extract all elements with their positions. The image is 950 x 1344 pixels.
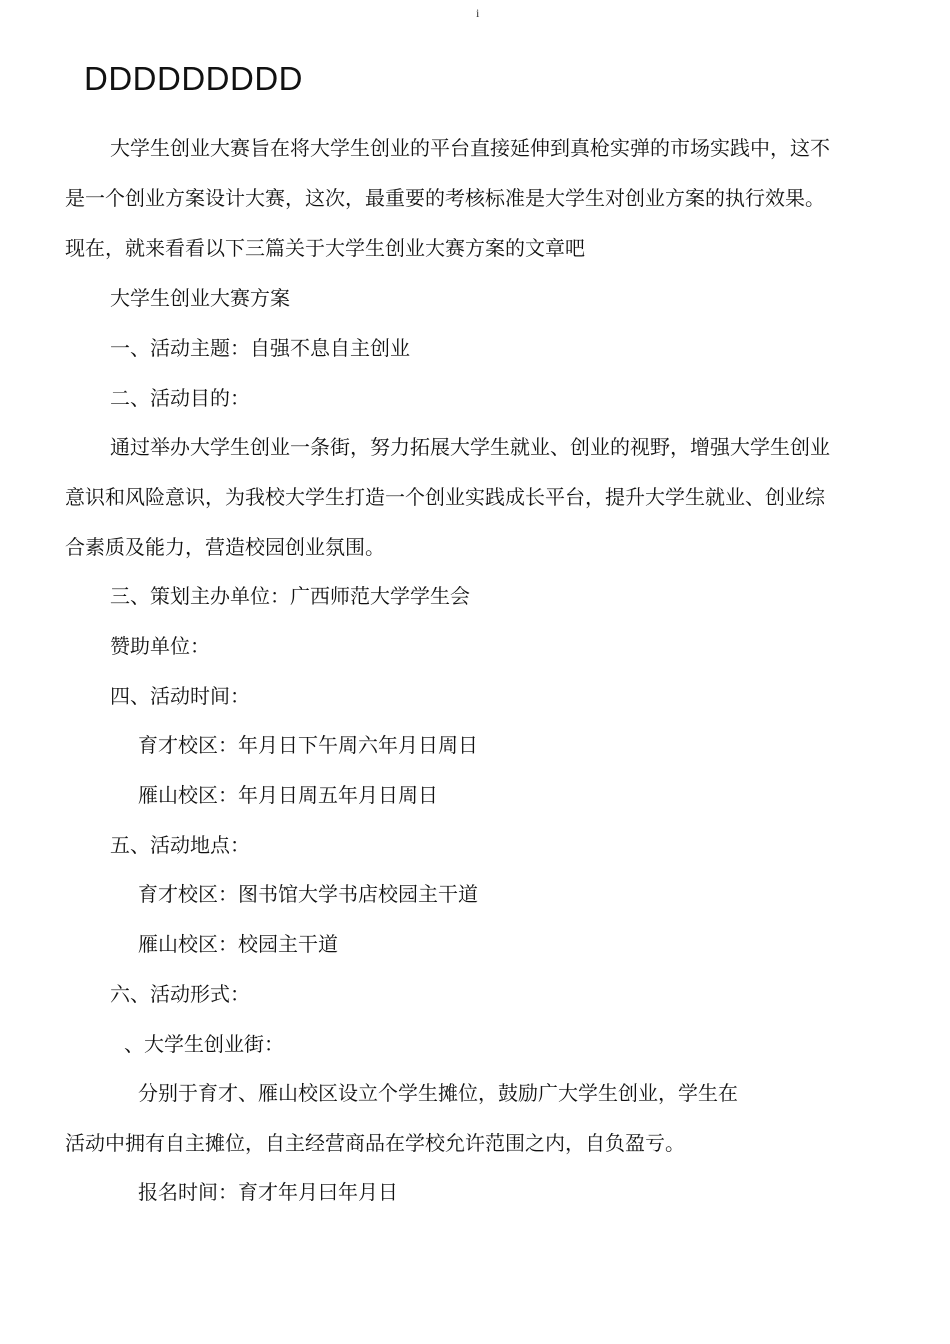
time-yucai-campus: 育才校区：年月日下午周六年月日周日	[138, 733, 478, 757]
page-marker: i	[476, 6, 480, 20]
location-yanshan-campus: 雁山校区：校园主干道	[138, 932, 338, 956]
section-time-title: 四、活动时间：	[110, 684, 250, 708]
section-theme: 一、活动主题：自强不息自主创业	[110, 336, 410, 360]
time-yanshan-campus: 雁山校区：年月日周五年月日周日	[138, 783, 438, 807]
intro-line-1: 大学生创业大赛旨在将大学生创业的平台直接延伸到真枪实弹的市场实践中，这不	[110, 136, 830, 160]
section-purpose-line-1: 通过举办大学生创业一条街，努力拓展大学生就业、创业的视野，增强大学生创业	[110, 435, 830, 459]
format-desc-line-1: 分别于育才、雁山校区设立个学生摊位，鼓励广大学生创业，学生在	[138, 1081, 738, 1105]
section-purpose-line-2: 意识和风险意识，为我校大学生打造一个创业实践成长平台，提升大学生就业、创业综	[65, 485, 825, 509]
location-yucai-campus: 育才校区：图书馆大学书店校园主干道	[138, 882, 478, 906]
section-location-title: 五、活动地点：	[110, 833, 250, 857]
plan-title: 大学生创业大赛方案	[110, 286, 290, 310]
intro-line-2: 是一个创业方案设计大赛，这次，最重要的考核标准是大学生对创业方案的执行效果。	[65, 186, 825, 210]
signup-time: 报名时间：育才年月曰年月日	[138, 1180, 398, 1204]
section-format-title: 六、活动形式：	[110, 982, 250, 1006]
section-organizer: 三、策划主办单位：广西师范大学学生会	[110, 584, 470, 608]
sponsor-label: 赞助单位：	[110, 634, 210, 658]
format-desc-line-2: 活动中拥有自主摊位，自主经营商品在学校允许范围之内，自负盈亏。	[65, 1131, 685, 1155]
format-startup-street: 、大学生创业街：	[124, 1032, 284, 1056]
intro-line-3: 现在，就来看看以下三篇关于大学生创业大赛方案的文章吧	[65, 236, 585, 260]
section-purpose-title: 二、活动目的：	[110, 386, 250, 410]
section-purpose-line-3: 合素质及能力，营造校园创业氛围。	[65, 535, 385, 559]
document-heading: DDDDDDDDD	[84, 60, 303, 97]
